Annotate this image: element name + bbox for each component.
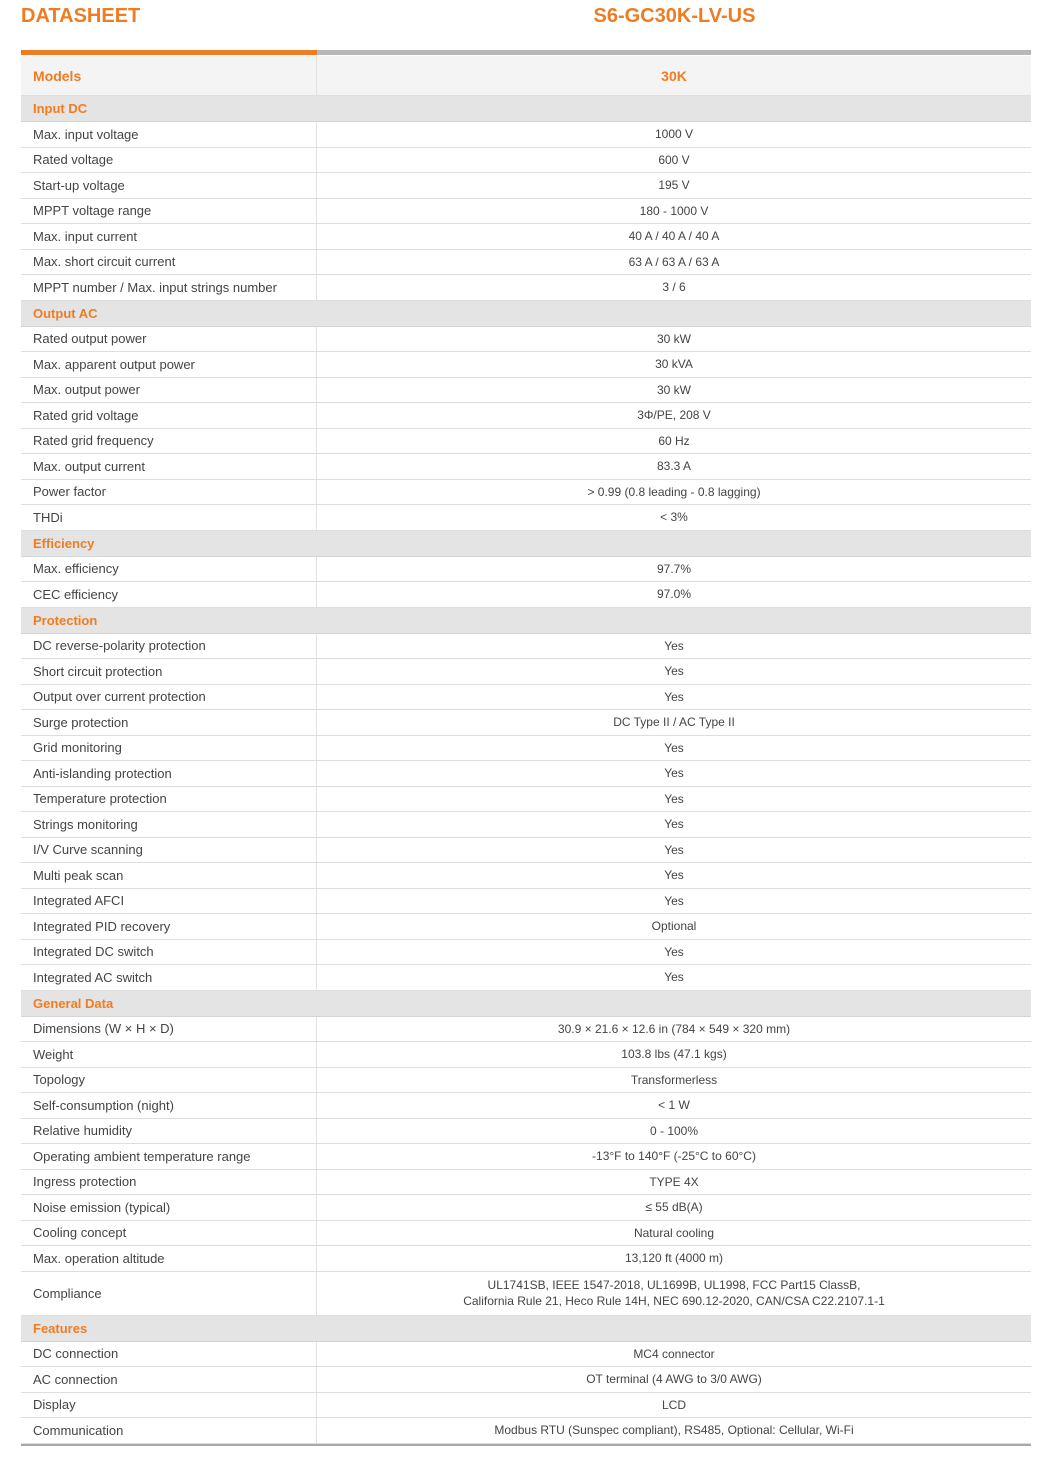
spec-label: Display [21,1393,317,1418]
spec-value: 180 - 1000 V [639,203,709,218]
spec-value: 30 kVA [655,357,693,372]
spec-value: < 3% [660,510,688,525]
spec-row [21,275,1031,301]
spec-value: Yes [664,868,684,883]
spec-label: Start-up voltage [21,173,317,198]
spec-label: Max. input voltage [21,122,317,147]
spec-value: Yes [664,944,684,959]
spec-label: AC connection [21,1367,317,1392]
spec-value: Yes [664,740,684,755]
spec-value: Yes [664,664,684,679]
spec-value: DC Type II / AC Type II [613,715,735,730]
spec-value: Transformerless [630,1072,718,1087]
spec-row [21,1342,1031,1368]
spec-value: Yes [664,817,684,832]
spec-value: 60 Hz [658,433,690,448]
models-label: Models [21,56,317,95]
spec-row [21,250,1031,276]
spec-label: Ingress protection [21,1170,317,1195]
spec-label: DC reverse-polarity protection [21,634,317,659]
spec-label: Grid monitoring [21,736,317,761]
section-title: General Data [33,995,114,1011]
spec-row [21,685,1031,711]
spec-row [21,199,1031,225]
spec-label: Output over current protection [21,685,317,710]
spec-value: 97.7% [656,561,692,576]
spec-row [21,173,1031,199]
spec-row [21,1170,1031,1196]
section-header [21,301,1031,327]
spec-value: 13,120 ft (4000 m) [624,1251,724,1266]
header-rule [21,50,1031,55]
spec-label: Rated grid voltage [21,403,317,428]
section-title: Input DC [33,101,88,116]
spec-label: Multi peak scan [21,863,317,888]
section-title: Protection [33,612,98,628]
spec-value: 30 kW [656,331,691,346]
spec-value: TYPE 4X [649,1174,699,1189]
spec-label: Integrated AC switch [21,965,317,990]
spec-row [21,480,1031,506]
spec-row [21,1246,1031,1272]
spec-value [317,1272,1031,1315]
section-spacer [317,608,1031,633]
spec-row [21,1068,1031,1094]
spec-value: Yes [664,638,684,653]
spec-row [21,889,1031,915]
spec-label: Compliance [21,1272,317,1315]
spec-value: Modbus RTU (Sunspec compliant), RS485, Optional: Cellular, Wi-Fi [494,1423,854,1438]
spec-label: Dimensions (W × H × D) [21,1017,317,1042]
models-value: 30K [661,67,687,84]
spec-row [21,659,1031,685]
spec-row [21,812,1031,838]
spec-row [21,403,1031,429]
spec-label: Max. short circuit current [21,250,317,275]
spec-label: Operating ambient temperature range [21,1144,317,1169]
spec-label: Rated grid frequency [21,429,317,454]
section-title: Features [33,1320,88,1336]
spec-row [21,1119,1031,1145]
spec-row [21,787,1031,813]
spec-row [21,1367,1031,1393]
spec-value-line: UL1741SB, IEEE 1547-2018, UL1699B, UL1998, FCC Part15 ClassB, [487,1278,861,1292]
spec-label: Max. operation altitude [21,1246,317,1271]
spec-label: Weight [21,1042,317,1067]
section-header [21,531,1031,557]
spec-label: Max. efficiency [21,557,317,582]
spec-row [21,736,1031,762]
spec-row [21,557,1031,583]
spec-value: OT terminal (4 AWG to 3/0 AWG) [586,1372,762,1387]
spec-label: I/V Curve scanning [21,838,317,863]
spec-row [21,940,1031,966]
spec-label: Integrated PID recovery [21,914,317,939]
spec-row [21,122,1031,148]
spec-row [21,454,1031,480]
spec-value: 103.8 lbs (47.1 kgs) [621,1047,727,1062]
spec-row [21,634,1031,660]
spec-row [21,1393,1031,1419]
section-spacer [317,96,1031,121]
spec-label: Temperature protection [21,787,317,812]
spec-value: 40 A / 40 A / 40 A [628,229,720,244]
spec-value: Yes [664,791,684,806]
spec-row [21,1093,1031,1119]
spec-label: THDi [21,505,317,530]
spec-value: Yes [664,689,684,704]
section-header [21,96,1031,122]
model-name: S6-GC30K-LV-US [593,5,756,27]
spec-label: Integrated DC switch [21,940,317,965]
datasheet-title: DATASHEET [21,5,141,27]
models-row [21,56,1031,96]
spec-value: 0 - 100% [649,1123,699,1138]
spec-value: 63 A / 63 A / 63 A [628,254,720,269]
spec-value: LCD [661,1397,686,1412]
spec-table [21,56,1031,1446]
spec-label: Short circuit protection [21,659,317,684]
spec-row [21,327,1031,353]
spec-value: 97.0% [656,587,692,602]
section-title: Output AC [33,305,98,321]
spec-value: Optional [651,919,697,934]
spec-value: Yes [664,766,684,781]
spec-row [21,914,1031,940]
spec-row [21,1272,1031,1316]
spec-row [21,1195,1031,1221]
spec-label: Power factor [21,480,317,505]
spec-label: Max. output power [21,378,317,403]
spec-value: 1000 V [654,127,694,142]
spec-row [21,378,1031,404]
spec-row [21,1144,1031,1170]
section-title: Efficiency [33,535,95,551]
datasheet-header [21,0,1031,50]
spec-row [21,761,1031,787]
spec-row [21,1017,1031,1043]
spec-value: 3 / 6 [662,280,686,295]
spec-label: DC connection [21,1342,317,1367]
spec-label: Communication [21,1418,317,1443]
spec-row [21,505,1031,531]
spec-label: Max. output current [21,454,317,479]
spec-value: Natural cooling [633,1225,715,1240]
spec-value: 3Φ/PE, 208 V [637,408,711,423]
section-spacer [317,531,1031,556]
spec-value-line: California Rule 21, Heco Rule 14H, NEC 690.12-2020, CAN/CSA C22.2107.1-1 [463,1294,885,1308]
spec-value: ≤ 55 dB(A) [645,1200,703,1215]
spec-label: Rated voltage [21,148,317,173]
section-header [21,991,1031,1017]
spec-row [21,965,1031,991]
spec-label: CEC efficiency [21,582,317,607]
spec-row [21,710,1031,736]
section-header [21,1316,1031,1342]
spec-value: 30.9 × 21.6 × 12.6 in (784 × 549 × 320 mm) [557,1021,791,1036]
spec-row [21,352,1031,378]
spec-value: < 1 W [658,1098,690,1113]
spec-row [21,1042,1031,1068]
spec-label: Topology [21,1068,317,1093]
spec-label: Anti-islanding protection [21,761,317,786]
header-rule-accent [21,50,317,55]
section-spacer [317,301,1031,326]
spec-value: > 0.99 (0.8 leading - 0.8 lagging) [587,484,761,499]
spec-label: Noise emission (typical) [21,1195,317,1220]
section-spacer [317,991,1031,1016]
spec-row [21,1221,1031,1247]
spec-row [21,429,1031,455]
spec-value: Yes [664,842,684,857]
spec-value: Yes [664,893,684,908]
spec-label: Rated output power [21,327,317,352]
spec-value: -13°F to 140°F (-25°C to 60°C) [592,1149,756,1164]
spec-row [21,224,1031,250]
spec-row [21,1418,1031,1444]
spec-value: 600 V [658,152,690,167]
spec-value: Yes [664,970,684,985]
spec-label: Relative humidity [21,1119,317,1144]
spec-label: Strings monitoring [21,812,317,837]
spec-label: Surge protection [21,710,317,735]
spec-value: 195 V [658,178,690,193]
spec-label: Cooling concept [21,1221,317,1246]
spec-label: Max. apparent output power [21,352,317,377]
section-header [21,608,1031,634]
spec-label: Self-consumption (night) [21,1093,317,1118]
spec-value: MC4 connector [633,1346,715,1361]
spec-row [21,863,1031,889]
section-spacer [317,1316,1031,1341]
spec-label: MPPT number / Max. input strings number [21,275,317,300]
spec-value: 30 kW [656,382,691,397]
spec-row [21,148,1031,174]
spec-value: 83.3 A [656,459,692,474]
spec-row [21,838,1031,864]
spec-label: MPPT voltage range [21,199,317,224]
spec-row [21,582,1031,608]
spec-label: Max. input current [21,224,317,249]
spec-label: Integrated AFCI [21,889,317,914]
